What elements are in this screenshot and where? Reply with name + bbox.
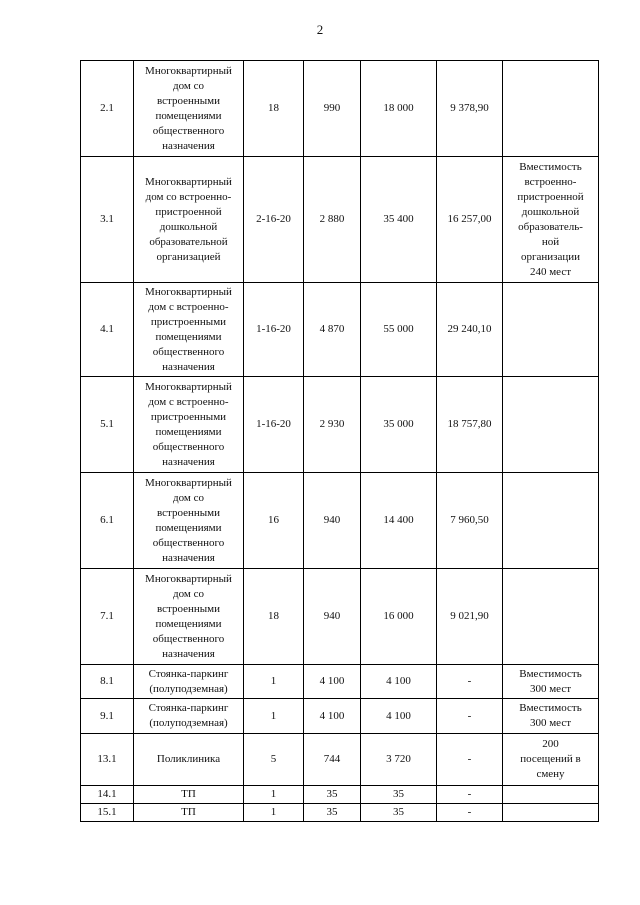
cell-building-area: 990 [304, 61, 361, 157]
cell-building-area: 35 [304, 804, 361, 822]
objects-table [80, 60, 599, 822]
cell-total-area: 3 720 [361, 734, 437, 786]
cell-row-number: 13.1 [81, 734, 134, 786]
table-row [81, 473, 599, 569]
cell-floors: 1 [244, 786, 304, 804]
cell-row-number: 6.1 [81, 473, 134, 569]
cell-cost-value: - [437, 804, 503, 822]
cell-note [503, 473, 599, 569]
cell-note [503, 377, 599, 473]
cell-cost-value: - [437, 786, 503, 804]
table-row [81, 569, 599, 665]
cell-object-name: ТП [134, 804, 244, 822]
table-row [81, 699, 599, 734]
cell-building-area: 4 100 [304, 699, 361, 734]
cell-floors: 5 [244, 734, 304, 786]
table-row [81, 157, 599, 283]
table-row [81, 283, 599, 377]
cell-cost-value: - [437, 665, 503, 699]
cell-floors: 18 [244, 61, 304, 157]
cell-cost-value: 18 757,80 [437, 377, 503, 473]
cell-building-area: 4 100 [304, 665, 361, 699]
cell-note [503, 804, 599, 822]
cell-row-number: 15.1 [81, 804, 134, 822]
cell-total-area: 35 [361, 804, 437, 822]
cell-floors: 16 [244, 473, 304, 569]
cell-building-area: 4 870 [304, 283, 361, 377]
cell-note [503, 786, 599, 804]
cell-floors: 18 [244, 569, 304, 665]
cell-note: Вместимость встроенно- пристроенной дошкольной образователь- ной организации 240 мест [503, 157, 599, 283]
cell-object-name: ТП [134, 786, 244, 804]
cell-total-area: 14 400 [361, 473, 437, 569]
cell-object-name: Многоквартирный дом со встроенными помещениями общественного назначения [134, 473, 244, 569]
cell-floors: 1-16-20 [244, 377, 304, 473]
cell-building-area: 2 930 [304, 377, 361, 473]
cell-row-number: 9.1 [81, 699, 134, 734]
cell-note [503, 283, 599, 377]
cell-cost-value: 29 240,10 [437, 283, 503, 377]
cell-cost-value: 7 960,50 [437, 473, 503, 569]
table-row [81, 804, 599, 822]
cell-floors: 1 [244, 699, 304, 734]
cell-row-number: 7.1 [81, 569, 134, 665]
cell-note [503, 61, 599, 157]
cell-floors: 1 [244, 804, 304, 822]
cell-object-name: Стоянка-паркинг (полуподземная) [134, 699, 244, 734]
cell-row-number: 8.1 [81, 665, 134, 699]
cell-object-name: Многоквартирный дом со встроенными помещениями общественного назначения [134, 569, 244, 665]
cell-object-name: Многоквартирный дом с встроенно- пристроенными помещениями общественного назначения [134, 377, 244, 473]
cell-floors: 1-16-20 [244, 283, 304, 377]
cell-building-area: 940 [304, 473, 361, 569]
cell-cost-value: 16 257,00 [437, 157, 503, 283]
cell-row-number: 4.1 [81, 283, 134, 377]
cell-building-area: 35 [304, 786, 361, 804]
cell-total-area: 16 000 [361, 569, 437, 665]
table-row [81, 377, 599, 473]
table-row [81, 734, 599, 786]
table-body [81, 61, 599, 822]
cell-total-area: 35 400 [361, 157, 437, 283]
cell-building-area: 940 [304, 569, 361, 665]
table-row [81, 61, 599, 157]
cell-row-number: 3.1 [81, 157, 134, 283]
cell-row-number: 2.1 [81, 61, 134, 157]
cell-note [503, 569, 599, 665]
cell-cost-value: 9 021,90 [437, 569, 503, 665]
cell-building-area: 744 [304, 734, 361, 786]
cell-cost-value: - [437, 699, 503, 734]
cell-object-name: Многоквартирный дом со встроенно- пристроенной дошкольной образовательной организацией [134, 157, 244, 283]
cell-note: Вместимость 300 мест [503, 699, 599, 734]
cell-object-name: Многоквартирный дом со встроенными помещениями общественного назначения [134, 61, 244, 157]
cell-floors: 2-16-20 [244, 157, 304, 283]
page-number: 2 [316, 22, 324, 37]
cell-total-area: 55 000 [361, 283, 437, 377]
table-row [81, 665, 599, 699]
cell-total-area: 18 000 [361, 61, 437, 157]
cell-cost-value: - [437, 734, 503, 786]
cell-object-name: Многоквартирный дом с встроенно- пристроенными помещениями общественного назначения [134, 283, 244, 377]
cell-total-area: 4 100 [361, 699, 437, 734]
cell-total-area: 35 000 [361, 377, 437, 473]
cell-row-number: 14.1 [81, 786, 134, 804]
cell-total-area: 35 [361, 786, 437, 804]
cell-note: 200 посещений в смену [503, 734, 599, 786]
cell-row-number: 5.1 [81, 377, 134, 473]
cell-cost-value: 9 378,90 [437, 61, 503, 157]
cell-total-area: 4 100 [361, 665, 437, 699]
cell-object-name: Поликлиника [134, 734, 244, 786]
cell-building-area: 2 880 [304, 157, 361, 283]
cell-note: Вместимость 300 мест [503, 665, 599, 699]
cell-floors: 1 [244, 665, 304, 699]
table-row [81, 786, 599, 804]
cell-object-name: Стоянка-паркинг (полуподземная) [134, 665, 244, 699]
